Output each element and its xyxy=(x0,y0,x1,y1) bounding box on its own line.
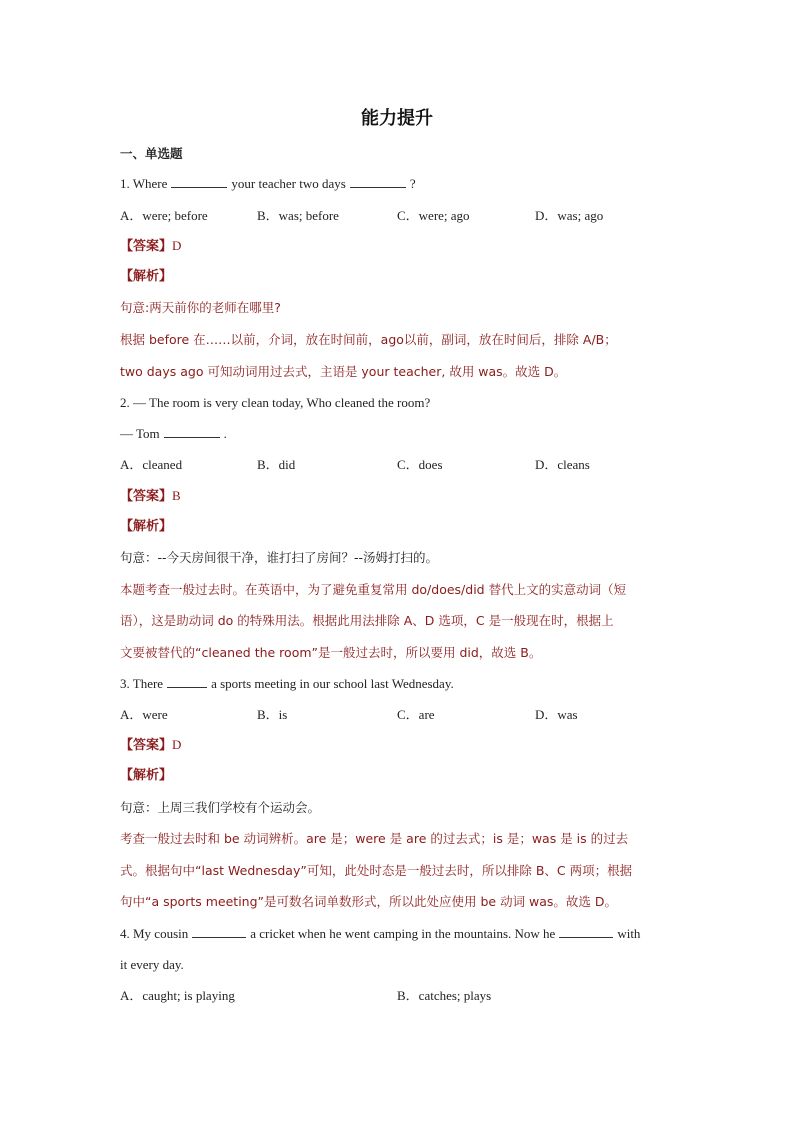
answer-blank xyxy=(164,425,220,438)
q3-analysis-label: 【解析】 xyxy=(120,768,173,783)
q3-option-b: B．is xyxy=(257,707,288,722)
q1-option-d: D．was; ago xyxy=(535,208,604,223)
answer-blank xyxy=(167,675,207,688)
q3-option-d: D．was xyxy=(535,707,578,722)
section-heading: 一、单选题 xyxy=(120,146,183,161)
question-4-stem: 4. My cousin a cricket when he went camping in the mountains. Now he with xyxy=(120,926,641,941)
q3-explanation-line-3: 句中“a sports meeting”是可数名词单数形式，所以此处应使用 be 动词 was。故选 D。 xyxy=(120,894,618,909)
question-3-stem: 3. There a sports meeting in our school last Wednesday. xyxy=(120,676,454,691)
q1-option-c: C．were; ago xyxy=(397,208,470,223)
q3-meaning: 句意：上周三我们学校有个运动会。 xyxy=(120,800,321,815)
q2-option-c: C．does xyxy=(397,457,443,472)
q2-option-a: A．cleaned xyxy=(120,457,183,472)
q4-option-b: B．catches; plays xyxy=(397,988,492,1003)
question-2-stem: 2. — The room is very clean today, Who cleaned the room? xyxy=(120,395,431,410)
q3-explanation-line-1: 考查一般过去时和 be 动词辨析。are 是；were 是 are 的过去式；is 是；was 是 is 的过去 xyxy=(120,831,629,846)
q3-option-c: C．are xyxy=(397,707,435,722)
answer-blank xyxy=(192,925,246,938)
answer-blank xyxy=(171,175,227,188)
question-2-reply: — Tom . xyxy=(120,426,227,441)
q2-option-d: D．cleans xyxy=(535,457,590,472)
q2-analysis-label: 【解析】 xyxy=(120,519,173,534)
q1-explanation-line-1: 根据 before 在……以前，介词，放在时间前，ago以前，副词，放在时间后，排除 A/B； xyxy=(120,332,617,347)
q2-explanation-line-3: 文要被替代的“cleaned the room”是一般过去时，所以要用 did，故选 B。 xyxy=(120,645,542,660)
question-1-stem: 1. Where your teacher two days ? xyxy=(120,176,416,191)
q2-meaning: 句意：--今天房间很干净，谁打扫了房间？--汤姆打扫的。 xyxy=(120,550,439,565)
q1-option-b: B．was; before xyxy=(257,208,339,223)
q1-explanation-line-2: two days ago 可知动词用过去式，主语是 your teacher, 故用 was。故选 D。 xyxy=(120,364,567,379)
q3-explanation-line-2: 式。根据句中“last Wednesday”可知，此处时态是一般过去时，所以排除 B、C 两项；根据 xyxy=(120,863,633,878)
q2-answer: 【答案】B xyxy=(120,488,181,504)
q1-option-a: A．were; before xyxy=(120,208,208,223)
page-title: 能力提升 xyxy=(361,108,433,129)
q1-analysis-label: 【解析】 xyxy=(120,269,173,284)
q2-explanation-line-1: 本题考查一般过去时。在英语中，为了避免重复常用 do/does/did 替代上文的实意动词（短 xyxy=(120,582,627,597)
q3-answer: 【答案】D xyxy=(120,737,182,753)
q3-option-a: A．were xyxy=(120,707,168,722)
q2-explanation-line-2: 语），这是助动词 do 的特殊用法。根据此用法排除 A、D 选项，C 是一般现在时，根据上 xyxy=(120,613,614,628)
question-4-stem-line-2: it every day. xyxy=(120,957,184,972)
answer-blank xyxy=(350,175,406,188)
q2-option-b: B．did xyxy=(257,457,296,472)
q1-answer: 【答案】D xyxy=(120,238,182,254)
q4-option-a: A．caught; is playing xyxy=(120,988,235,1003)
q1-meaning: 句意:两天前你的老师在哪里? xyxy=(120,300,281,315)
answer-blank xyxy=(559,925,613,938)
